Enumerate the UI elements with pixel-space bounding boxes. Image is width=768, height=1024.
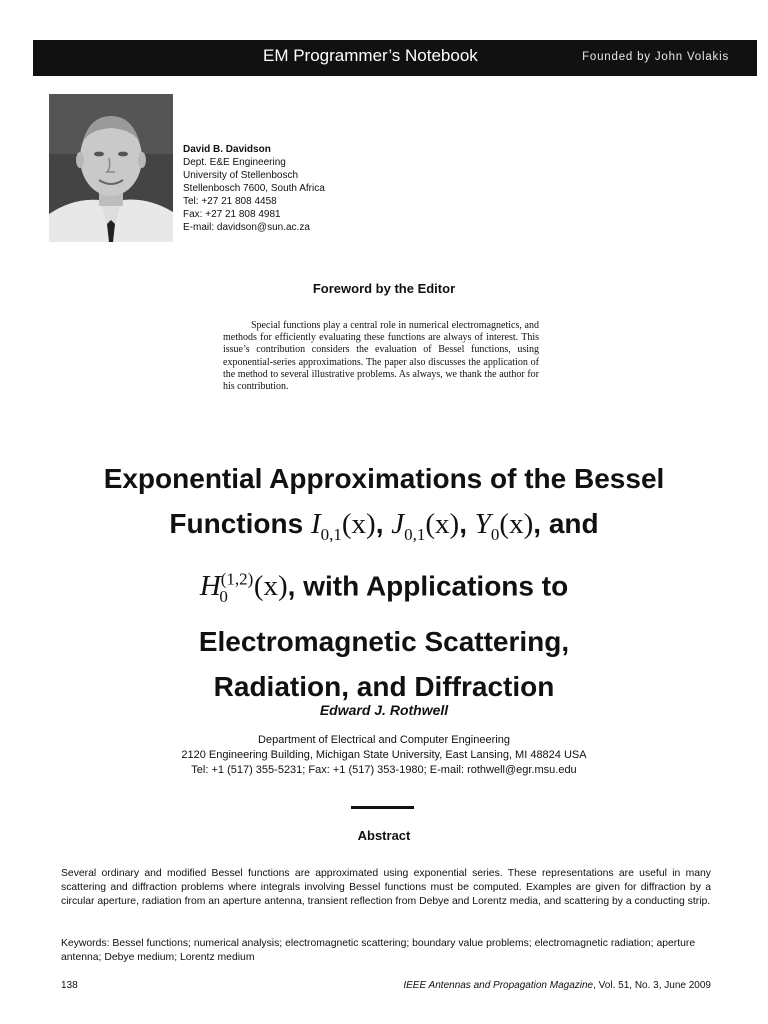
y-function: $Y_0(x)$: [474, 508, 534, 544]
editor-department: Dept. E&E Engineering: [183, 157, 286, 168]
title-line-1: Exponential Approximations of the Bessel: [103, 463, 665, 494]
editor-email: E-mail: davidson@sun.ac.za: [183, 222, 310, 233]
title-line-4: Electromagnetic Scattering,: [198, 626, 570, 658]
journal-citation: IEEE Antennas and Propagation Magazine, Vol. 51, No. 3, June 2009: [403, 980, 711, 991]
section-title: EM Programmer’s Notebook: [263, 46, 478, 65]
h-function: H$^{(1,2)}_0$ (x): [199, 569, 288, 607]
author-affiliation: [0, 733, 768, 778]
i-function: $I_{0,1}(x)$: [310, 508, 376, 544]
founder-credit: Founded by John Volakis: [582, 51, 729, 63]
editor-name: David B. Davidson: [183, 144, 271, 155]
title-line-5: Radiation, and Diffraction: [213, 671, 555, 703]
title-line-2: Functions $I_{0,1}(x)$, $J_{0,1}(x)$, $Y_0(x)$, and: [169, 508, 599, 544]
abstract-body: Several ordinary and modified Bessel functions are approximated using exponential series. These representations are useful in many scattering and diffraction problems where integrals involving Bessel functions must be computed. Examples are given for diffraction by a circular aperture, radiation from an aperture antenna, transient reflection from Debye and Lorentz media, and scattering by a conducting strip.: [61, 868, 711, 907]
title-line-3: H$^{(1,2)}_0$ (x), with Applications to: [199, 569, 569, 607]
editor-tel: Tel: +27 21 808 4458: [183, 196, 277, 207]
abstract-heading: Abstract: [357, 828, 411, 843]
foreword-body: Special functions play a central role in numerical electromagnetics, and methods for efficiently evaluating these functions are always of interest. This issue’s contribution considers the evaluation of Bessel functions, using exponential-series approximations. The paper also discusses the application of the method to several illustrative problems. As always, we thank the author for his contribution.: [223, 320, 539, 393]
keywords: Keywords: Bessel functions; numerical analysis; electromagnetic scattering; boundary value problems; electromagnetic radiation; aperture antenna; Debye medium; Lorentz medium: [61, 938, 696, 963]
author-address: 2120 Engineering Building, Michigan State University, East Lansing, MI 48824 USA: [181, 749, 587, 761]
section-divider: [351, 806, 414, 809]
editor-fax: Fax: +27 21 808 4981: [183, 209, 281, 220]
section-banner: [33, 40, 757, 76]
editor-photo: [49, 94, 173, 242]
editor-city: Stellenbosch 7600, South Africa: [183, 183, 325, 194]
author-name: Edward J. Rothwell: [319, 702, 449, 718]
j-function: $J_{0,1}(x)$: [391, 508, 460, 544]
author-contact: Tel: +1 (517) 355-5231; Fax: +1 (517) 353-1980; E-mail: rothwell@egr.msu.edu: [191, 764, 577, 776]
author-department: Department of Electrical and Computer Engineering: [258, 734, 510, 746]
page-number: 138: [61, 980, 78, 991]
foreword-heading: Foreword by the Editor: [312, 281, 456, 296]
paper-title: [30, 456, 738, 709]
editor-university: University of Stellenbosch: [183, 170, 299, 181]
editor-contact: [183, 143, 325, 234]
